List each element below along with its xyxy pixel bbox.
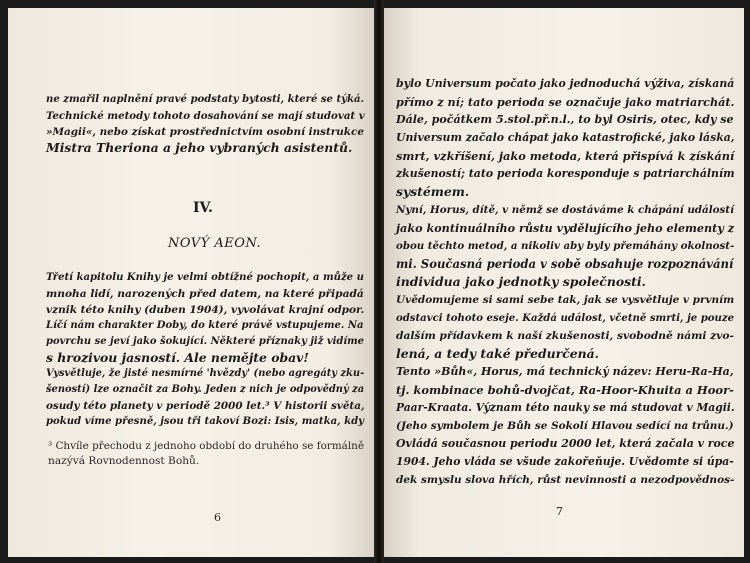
text-line: Dále, počátkem 5.stol.př.n.l., to byl Osiris, otec, kdy se bbox=[396, 113, 734, 126]
text-line: Líčí nám charakter Doby, do které právě vstupujeme. Na bbox=[46, 320, 364, 331]
text-line: šeností) lze označit za Bohy. Jeden z nich je odpovědný za bbox=[46, 384, 365, 395]
text-line: ne zmařil naplnění pravé podstaty bytosti, které se týká. bbox=[46, 94, 364, 105]
text-line: Universum začalo chápat jako katastrofické, jako láska, bbox=[396, 131, 735, 144]
text-line: Tento »Bůh«, Horus, má technický název: Heru-Ra-Ha, bbox=[396, 365, 734, 378]
text-line: 1904. Jeho vláda se všude zakořeňuje. Uvědomte si úpa- bbox=[396, 455, 734, 468]
text-line: (Jeho symbolem je Bůh se Sokolí Hlavou sedící na trůnu.) bbox=[396, 420, 734, 432]
right-page bbox=[384, 8, 744, 557]
text-line: dalším přídavkem k naší zkušenosti, svobodně námi zvo- bbox=[396, 329, 734, 342]
text-line: Mistra Theriona a jeho vybraných asistentů. bbox=[46, 140, 353, 155]
text-line: »Magii«, nebo získat prostřednictvím osobní instrukce bbox=[46, 126, 364, 138]
chapter-title: NOVÝ AEON. bbox=[168, 236, 262, 251]
text-line: mnoha lidí, narozených před datem, na které připadá bbox=[46, 287, 364, 300]
text-line: Nyní, Horus, dítě, v němž se dostáváme k chápání událostí bbox=[396, 204, 734, 216]
text-line: pokud víme přesně, jsou tři takoví Bozi: Isis, matka, kdy bbox=[46, 416, 365, 427]
text-line: povrchu se jeví jako šokující. Některé příznaky již vidíme bbox=[46, 336, 364, 347]
text-line: bylo Universum počato jako jednoduchá výživa, získaná bbox=[396, 77, 735, 90]
text-line: Třetí kapitolu Knihy je velmi obtížné pochopit, a může u bbox=[46, 272, 364, 283]
footnote-line: ³ Chvíle přechodu z jednoho období do druhého se formálně bbox=[48, 440, 365, 452]
text-line: s hrozivou jasností. Ale nemějte obav! bbox=[46, 350, 309, 365]
text-line: zkušeností; tato perioda koresponduje s patriarchálním bbox=[396, 167, 735, 180]
left-page bbox=[8, 8, 374, 557]
text-line: lená, a tedy také předurčená. bbox=[396, 346, 599, 361]
book-gutter bbox=[374, 0, 384, 563]
text-line: tj. kombinace bohů-dvojčat, Ra-Hoor-Khuita a Hoor- bbox=[396, 383, 734, 397]
text-line: Technické metody tohoto dosahování se mají studovat v bbox=[46, 110, 365, 122]
text-line: osudy této planety v periodě 2000 let.³ V historii světa, bbox=[46, 400, 365, 412]
text-line: individua jako jednotky společnosti. bbox=[396, 274, 646, 289]
chapter-number: IV. bbox=[193, 200, 213, 216]
text-line: Ovládá současnou periodu 2000 let, která začala v roce bbox=[396, 437, 735, 450]
text-line: Vysvětluje, že jisté nesmírné 'hvězdy' (nebo agregáty zku- bbox=[46, 368, 365, 379]
text-line: Uvědomujeme si sami sebe tak, jak se vysvětluje v prvním bbox=[396, 294, 735, 306]
text-line: jako kontinuálního růstu vydělujícího jeho elementy z bbox=[396, 221, 735, 235]
text-line: přímo z ní; tato perioda se označuje jako matriarchát. bbox=[396, 95, 735, 109]
text-line: vznik této knihy (duben 1904), vyvolávat krajní odpor. bbox=[46, 304, 365, 316]
page-number-left: 6 bbox=[214, 511, 221, 524]
text-line: systémem. bbox=[396, 184, 470, 199]
footnote-line: nazývá Rovnodennost Bohů. bbox=[48, 455, 200, 467]
text-line: odstavci tohoto eseje. Každá událost, včetně smrti, je pouze bbox=[396, 312, 735, 324]
page-number-right: 7 bbox=[556, 505, 563, 518]
text-line: dek smyslu slova hřích, růst nevinnosti a nezodpovědnos- bbox=[396, 474, 735, 486]
text-line: smrt, vzkříšení, jako metoda, která přispívá k získání bbox=[396, 149, 735, 163]
text-line: Paar-Kraata. Význam této nauky se má studovat v Magii. bbox=[396, 401, 735, 414]
text-line: obou těchto metod, a nikoliv aby byly přemáhány okolnost- bbox=[396, 240, 735, 252]
text-line: mi. Současná perioda v sobě obsahuje rozpoznávání bbox=[396, 257, 734, 271]
